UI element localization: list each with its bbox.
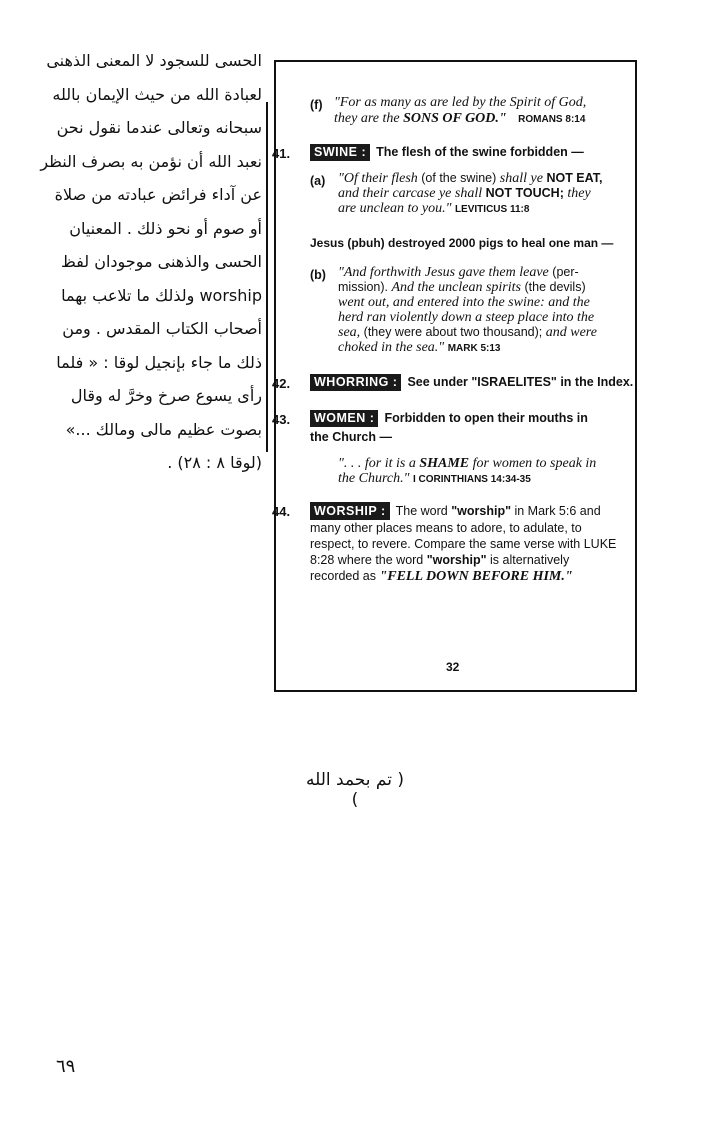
- q-part: NOT TOUCH;: [485, 186, 568, 200]
- swine-tag: SWINE :: [310, 144, 370, 161]
- item-41-subheading: Jesus (pbuh) destroyed 2000 pigs to heal one man —: [310, 236, 614, 250]
- arabic-line: لعبادة الله من حيث الإيمان بالله: [52, 84, 262, 104]
- arabic-line: رأى يسوع صرخ وخرَّ له وقال: [70, 386, 262, 405]
- item-42-number: 42.: [272, 376, 291, 391]
- item-42-heading: [310, 374, 635, 391]
- q-part: sea,: [338, 325, 364, 340]
- whorring-tag: WHORRING :: [310, 374, 401, 391]
- item-43-text: Forbidden to open their mouths in: [384, 411, 588, 425]
- item-41a-label: (a): [310, 174, 326, 188]
- q-part: ". . . for it is a: [338, 456, 420, 471]
- item-41-number: 41.: [272, 146, 291, 161]
- t-part: respect, to revere. Compare the same verse with LUKE: [310, 537, 617, 551]
- item-41b-quote: [338, 265, 634, 356]
- q-part: herd ran violently down a steep place into the: [338, 310, 595, 325]
- panel-page-number: 32: [446, 660, 460, 674]
- t-part: many other places means to adore, to adulate, to: [310, 521, 582, 535]
- item-f-quote: [334, 95, 634, 127]
- item-41b-reference: MARK 5:13: [447, 343, 501, 354]
- item-42-text: See under "ISRAELITES" in the Index.: [407, 375, 634, 389]
- arabic-line: بصوت عظيم مالى ومالك ...»: [65, 419, 262, 439]
- item-44-body: [310, 502, 635, 585]
- q-part: for women to speak in: [472, 456, 597, 471]
- q-part: shall ye: [499, 171, 547, 186]
- page-folio: ٦٩: [56, 1056, 76, 1077]
- item-44-number: 44.: [272, 504, 291, 519]
- q-part: NOT EAT,: [546, 171, 603, 185]
- item-41b-label: (b): [310, 268, 326, 282]
- t-part: in Mark 5:6 and: [514, 504, 601, 518]
- item-f-label: (f): [310, 98, 323, 112]
- t-part: "worship": [451, 504, 515, 518]
- q-part: and their carcase ye shall: [338, 186, 486, 201]
- item-f-quote-line: "For as many as are led by the Spirit of God,: [334, 95, 587, 110]
- arabic-line: أصحاب الكتاب المقدس . ومن: [62, 319, 262, 338]
- worship-tag: WORSHIP :: [310, 502, 390, 520]
- arabic-line: أو صوم أو نحو ذلك . المعنيان: [69, 218, 262, 238]
- arabic-line: ذلك ما جاء بإنجيل لوقا : « فلما: [56, 352, 262, 372]
- item-f-reference: ROMANS 8:14: [518, 114, 586, 125]
- q-part: are unclean to you.": [338, 201, 455, 216]
- reference-panel: [274, 60, 637, 692]
- q-part: (the devils): [524, 280, 586, 294]
- q-part: went out, and entered into the swine: and the: [338, 295, 590, 310]
- q-part: SHAME: [419, 456, 473, 471]
- arabic-line: الحسى والذهنى موجودان لفظ: [60, 252, 262, 271]
- closing-phrase: ( تم بحمد الله ): [306, 770, 404, 810]
- arabic-text-column: [30, 44, 262, 480]
- t-part: is alternatively: [490, 553, 570, 567]
- item-f-quote-emphasis: SONS OF GOD.": [403, 111, 507, 126]
- t-part: "worship": [426, 553, 490, 567]
- q-part: "And forthwith Jesus gave them leave: [338, 265, 553, 280]
- arabic-line: worship ولذلك ما تلاعب بهما: [61, 285, 262, 305]
- item-f-quote-text: they are the: [334, 111, 404, 126]
- arabic-line: سبحانه وتعالى عندما نقول نحن: [56, 118, 262, 137]
- t-part: The word: [395, 504, 452, 518]
- panel-side-rule: [266, 102, 268, 452]
- q-part: (of the swine): [421, 171, 500, 185]
- q-part: "Of their flesh: [338, 171, 422, 186]
- arabic-line: (لوقا ٨ : ٢٨) .: [167, 453, 262, 472]
- arabic-line: نعبد الله أن نؤمن به بصرف النظر: [40, 151, 262, 171]
- q-part: (they were about two thousand);: [363, 325, 546, 339]
- q-part: they: [567, 186, 591, 201]
- item-43-reference: I CORINTHIANS 14:34-35: [412, 474, 531, 485]
- item-43-text: the Church —: [310, 430, 392, 444]
- q-part: mission).: [338, 280, 392, 294]
- q-part: and were: [545, 325, 597, 340]
- women-tag: WOMEN :: [310, 410, 378, 427]
- item-41a-quote: [338, 171, 634, 217]
- q-part: And the unclean spirits: [391, 280, 525, 295]
- item-41-heading-text: The flesh of the swine forbidden —: [376, 145, 584, 159]
- q-part: (per-: [552, 265, 579, 279]
- item-43-quote: [338, 456, 634, 487]
- t-part: "FELL DOWN BEFORE HIM.": [379, 569, 573, 584]
- q-part: the Church.": [338, 471, 413, 486]
- item-41a-reference: LEVITICUS 11:8: [454, 204, 530, 215]
- t-part: recorded as: [310, 569, 380, 583]
- arabic-line: عن آداء فرائض عبادته من صلاة: [54, 185, 262, 204]
- item-43-number: 43.: [272, 412, 291, 427]
- item-43-heading: [310, 410, 635, 445]
- t-part: 8:28 where the word: [310, 553, 427, 567]
- arabic-line: الحسى للسجود لا المعنى الذهنى: [46, 51, 262, 70]
- item-41-heading: [310, 144, 635, 161]
- q-part: choked in the sea.": [338, 340, 448, 355]
